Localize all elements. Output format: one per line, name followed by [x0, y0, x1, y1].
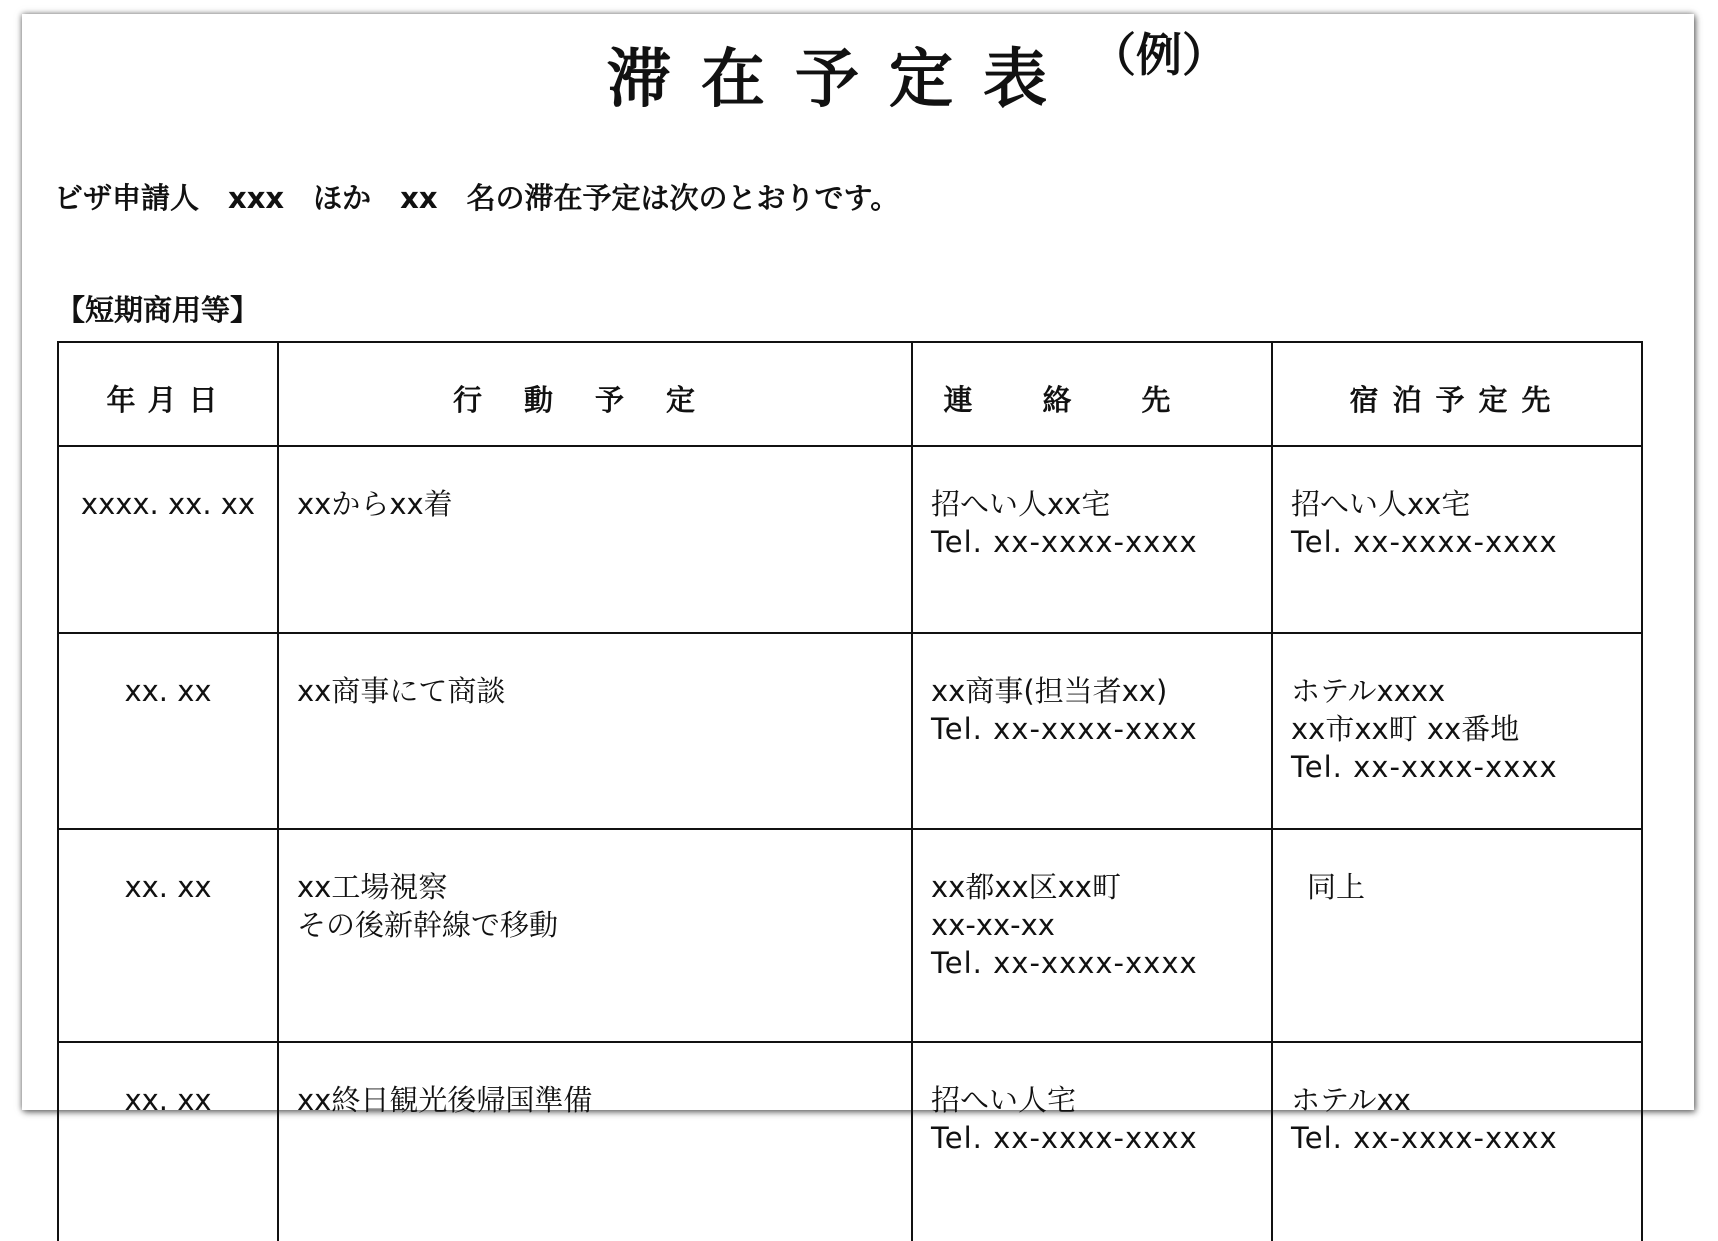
title-example-note: （例）	[1090, 28, 1228, 82]
action-cell	[278, 446, 912, 633]
stay-line: Tel. xx-xxxx-xxxx	[1291, 750, 1558, 784]
section-label: 【短期商用等】	[56, 293, 260, 327]
stay-cell	[1272, 1042, 1642, 1241]
date-cell: xx. xx	[58, 829, 278, 1042]
table-row	[58, 446, 1642, 633]
date-cell: xx. xx	[58, 1042, 278, 1241]
stay-line: Tel. xx-xxxx-xxxx	[1291, 525, 1558, 559]
action-line: xx終日観光後帰国準備	[297, 1083, 593, 1117]
table-row	[58, 829, 1642, 1042]
date-cell: xx. xx	[58, 633, 278, 829]
table-row	[58, 1042, 1642, 1241]
contact-line: Tel. xx-xxxx-xxxx	[931, 525, 1198, 559]
contact-cell	[912, 633, 1272, 829]
stay-line: Tel. xx-xxxx-xxxx	[1291, 1121, 1558, 1155]
action-line: その後新幹線で移動	[297, 908, 559, 942]
stay-line: 招へい人xx宅	[1291, 487, 1471, 521]
header-date: 年月日	[58, 342, 278, 446]
table-row	[58, 633, 1642, 829]
action-cell	[278, 829, 912, 1042]
contact-line: xx-xx-xx	[931, 908, 1055, 942]
stay-line: xx市xx町 xx番地	[1291, 712, 1520, 746]
contact-cell	[912, 829, 1272, 1042]
contact-cell	[912, 1042, 1272, 1241]
table-header-row	[58, 342, 1642, 446]
header-action: 行動予定	[278, 342, 912, 446]
action-line: xx工場視察	[297, 870, 448, 904]
action-cell	[278, 633, 912, 829]
document-sheet	[22, 14, 1694, 1155]
contact-line: xx商事(担当者xx)	[931, 674, 1168, 708]
action-line: xxからxx着	[297, 487, 453, 521]
date-cell: xxxx. xx. xx	[58, 446, 278, 633]
action-line: xx商事にて商談	[297, 674, 506, 708]
contact-line: 招へい人宅	[931, 1083, 1077, 1117]
stay-line: 同上	[1307, 870, 1366, 904]
contact-line: 招へい人xx宅	[931, 487, 1111, 521]
stay-line: ホテルxx	[1291, 1083, 1411, 1117]
stay-cell	[1272, 829, 1642, 1042]
contact-line: Tel. xx-xxxx-xxxx	[931, 1121, 1198, 1155]
stay-line: ホテルxxxx	[1291, 674, 1446, 708]
contact-line: xx都xx区xx町	[931, 870, 1121, 904]
schedule-table	[57, 341, 1643, 1241]
stay-cell	[1272, 633, 1642, 829]
intro-sentence: ビザ申請人 xxx ほか xx 名の滞在予定は次のとおりです。	[54, 181, 900, 215]
document-title: 滞在予定表	[607, 43, 1077, 117]
header-contact: 連絡先	[912, 342, 1272, 446]
contact-cell	[912, 446, 1272, 633]
contact-line: Tel. xx-xxxx-xxxx	[931, 712, 1198, 746]
contact-line: Tel. xx-xxxx-xxxx	[931, 946, 1198, 980]
header-stay: 宿泊予定先	[1272, 342, 1642, 446]
action-cell	[278, 1042, 912, 1241]
stay-cell	[1272, 446, 1642, 633]
